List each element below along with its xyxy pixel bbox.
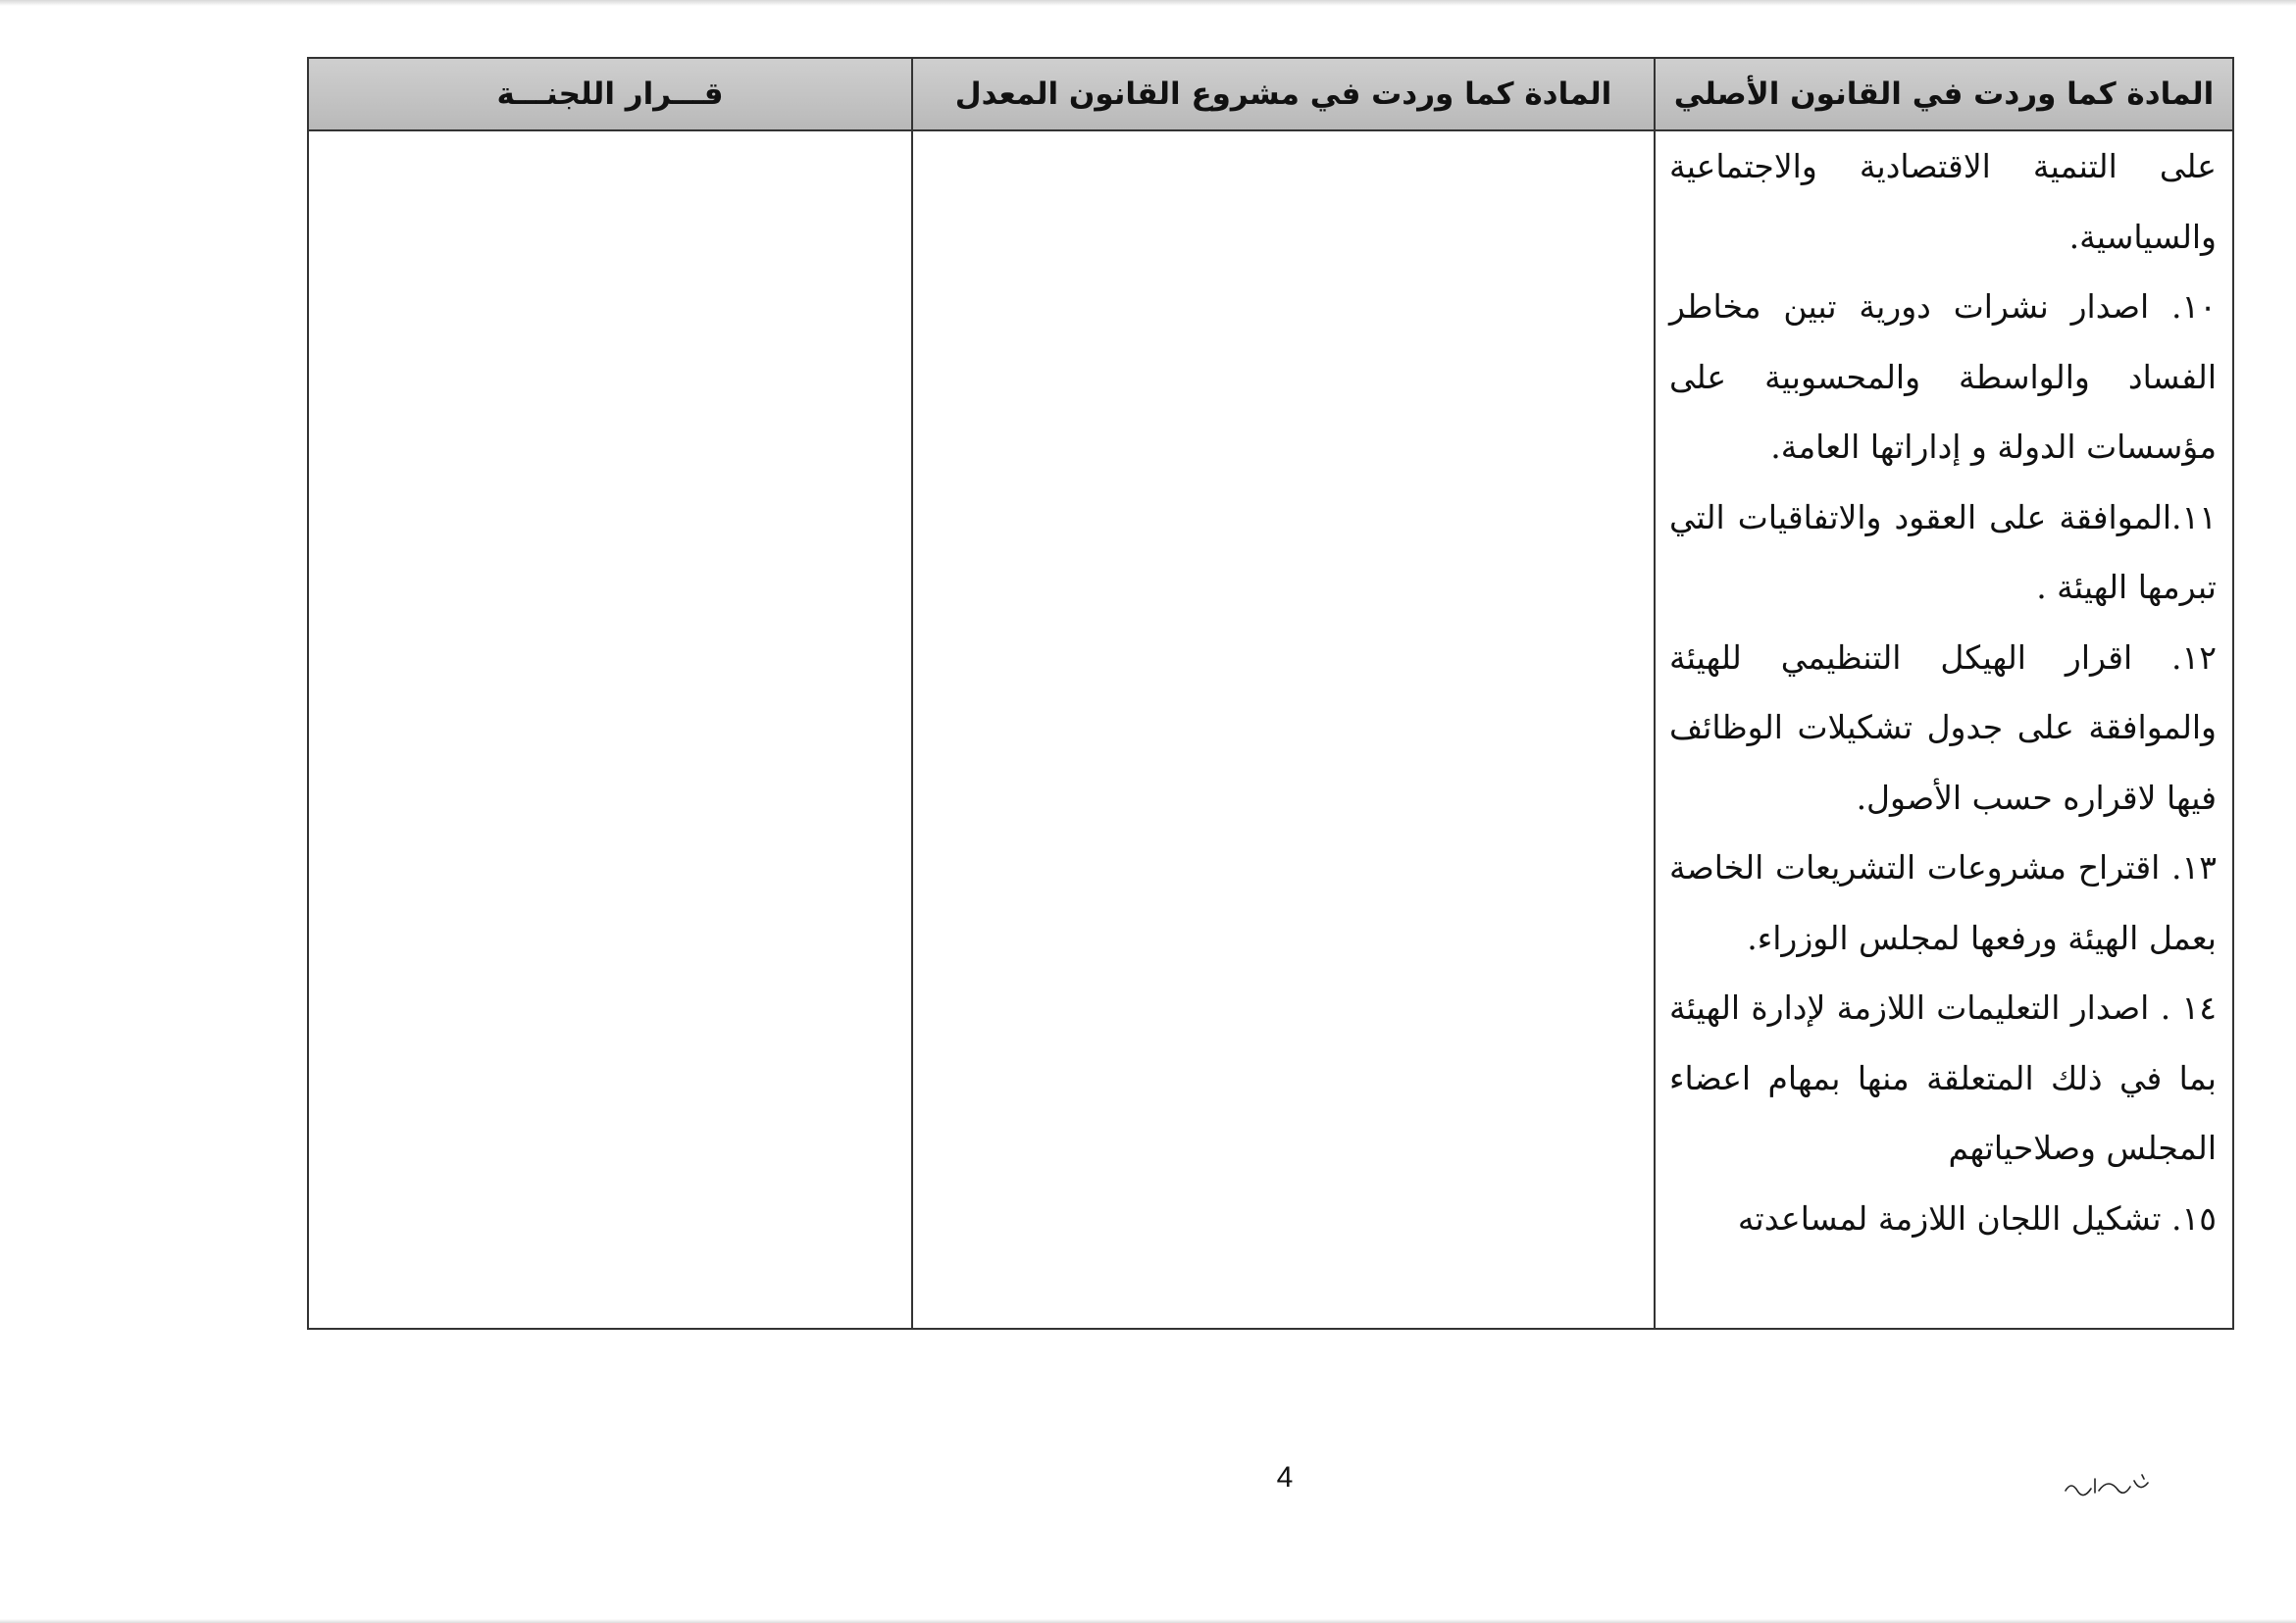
original-law-paragraph: ١٠. اصدار نشرات دورية تبين مخاطر الفساد والواسطة والمحسوبية على مؤسسات الدولة و إداراتها العامة. <box>1669 287 2217 466</box>
original-law-paragraph: ١١.الموافقة على العقود والاتفاقيات التي تبرمها الهيئة . <box>1669 497 2217 606</box>
scan-edge-top <box>0 0 2296 6</box>
original-law-paragraph: ١٥. تشكيل اللجان اللازمة لمساعدته <box>1737 1198 2217 1238</box>
original-law-paragraph: ١٤ . اصدار التعليمات اللازمة لإدارة الهيئة بما في ذلك المتعلقة منها بمهام اعضاء المجلس وصلاحياتهم <box>1669 989 2217 1167</box>
page-number: 4 <box>1276 1461 1294 1494</box>
signature <box>2060 1471 2158 1500</box>
scan-edge-bottom <box>0 1619 2296 1623</box>
original-law-paragraph: ١٣. اقتراح مشروعات التشريعات الخاصة بعمل الهيئة ورفعها لمجلس الوزراء. <box>1669 848 2217 957</box>
comparison-table <box>307 57 2234 1330</box>
header-committee-decision: قـــرار اللجنـــة <box>496 76 724 112</box>
original-law-paragraph: على التنمية الاقتصادية والاجتماعية والسياسية. <box>1669 147 2217 256</box>
original-law-paragraph: ١٢. اقرار الهيكل التنظيمي للهيئة والموافقة على جدول تشكيلات الوظائف فيها لاقراره حسب الأصول. <box>1669 637 2217 817</box>
header-amended-draft: المادة كما وردت في مشروع القانون المعدل <box>954 76 1612 112</box>
committee-decision-cell <box>309 131 911 1328</box>
original-law-cell <box>1656 131 2232 1328</box>
amended-draft-cell <box>913 131 1654 1328</box>
header-original-law: المادة كما وردت في القانون الأصلي <box>1673 76 2215 112</box>
table-header-row <box>309 59 2232 131</box>
